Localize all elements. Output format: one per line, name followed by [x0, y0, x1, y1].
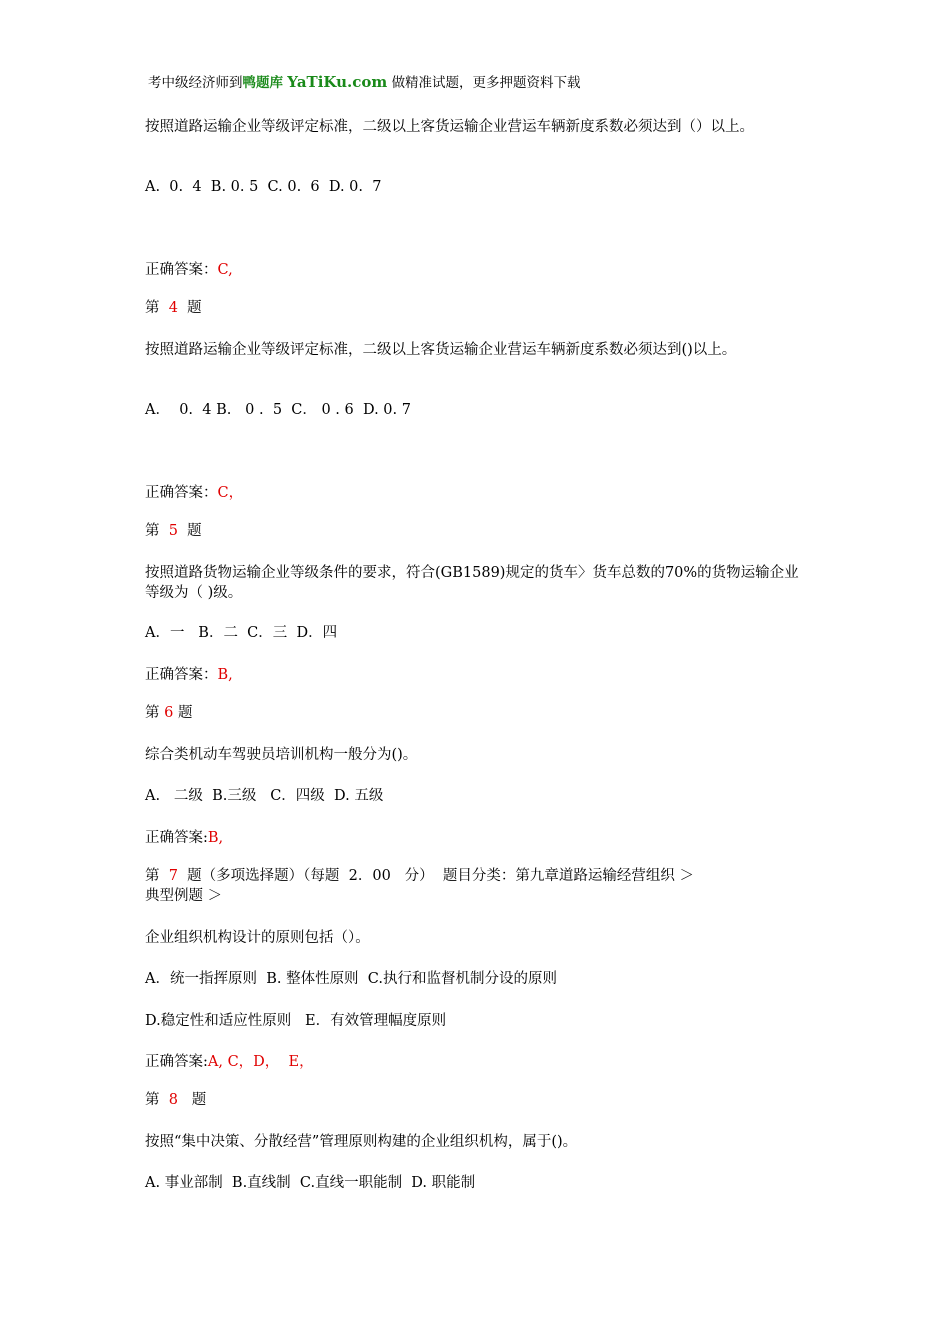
header-suffix: 做精准试题，更多押题资料下载: [391, 75, 581, 91]
q5-options: A．一 B．二 C．三 D．四: [145, 625, 338, 641]
q5-title-pre: 第: [145, 523, 169, 539]
page-header: [148, 72, 581, 93]
q7-stem: 企业组织机构设计的原则包括（）。: [145, 930, 370, 946]
q5-number: 5: [168, 523, 178, 539]
q8-stem: 按照“集中决策、分散经营”管理原则构建的企业组织机构，属于()。: [145, 1134, 578, 1150]
q7-options-line1: A．统一指挥原则 B. 整体性原则 C.执行和监督机制分设的原则: [145, 971, 557, 987]
q7-options-line2: D.稳定性和适应性原则 E．有效管理幅度原则: [145, 1013, 447, 1029]
q6-options: A. 二级 B.三级 C．四级 D. 五级: [145, 788, 384, 804]
q7-answer-label: 正确答案:: [145, 1054, 208, 1070]
q4-title-post: 题: [177, 300, 202, 316]
header-site: YaTiKu.com: [287, 73, 388, 91]
q8-options: A. 事业部制 B.直线制 C.直线一职能制 D. 职能制: [145, 1175, 476, 1191]
q7-title-pre: 第: [145, 868, 169, 884]
q5-title: [145, 521, 202, 541]
q6-answer-label: 正确答案:: [145, 830, 208, 846]
q6-answer: [145, 828, 223, 848]
q3-stem: 按照道路运输企业等级评定标准，二级以上客货运输企业营运车辆新度系数必须达到（）以上。: [145, 119, 754, 135]
q6-answer-value: B,: [207, 830, 224, 846]
q4-number: 4: [168, 300, 178, 316]
q8-title-post: 题: [177, 1092, 207, 1108]
q5-answer: [145, 665, 233, 685]
q3-answer: [145, 260, 233, 280]
q4-options: A． 0. 4 B. 0 . 5 C． 0 . 6 D. 0. 7: [145, 402, 411, 418]
q5-answer-label: 正确答案：: [145, 667, 218, 683]
q5-answer-value: B,: [217, 667, 233, 683]
q6-stem: 综合类机动车驾驶员培训机构一般分为()。: [145, 747, 418, 763]
header-prefix: 考中级经济师到: [148, 75, 243, 91]
q4-answer-value: C，: [217, 485, 244, 501]
q5-stem: 按照道路货物运输企业等级条件的要求，符合(GB1589)规定的货车〉货车总数的70%的货物运输企业等级为（ )级。: [145, 565, 799, 601]
q7-title: [145, 866, 694, 886]
q4-stem: 按照道路运输企业等级评定标准，二级以上客货运输企业营运车辆新度系数必须达到()以上。: [145, 342, 737, 358]
q7-title-line2: 典型例题 ＞: [145, 888, 223, 904]
q3-answer-value: C,: [217, 262, 233, 278]
q7-number: 7: [168, 868, 178, 884]
q3-answer-label: 正确答案：: [145, 262, 218, 278]
q8-number: 8: [168, 1092, 178, 1108]
q4-title: [145, 298, 202, 318]
q3-options: A. 0. 4 B. 0. 5 C. 0. 6 D. 0. 7: [145, 179, 382, 195]
q6-title-pre: 第: [145, 705, 165, 721]
q4-answer: [145, 483, 243, 503]
q7-title-post: 题（多项选择题）（每题 2．00 分） 题目分类：第九章道路运输经营组织 ＞: [177, 868, 694, 884]
q6-number: 6: [164, 705, 174, 721]
q8-title: [145, 1090, 206, 1110]
q4-title-pre: 第: [145, 300, 169, 316]
q6-title-post: 题: [173, 705, 193, 721]
header-brand: 鸭题库: [242, 75, 283, 91]
q6-title: [145, 703, 192, 723]
q8-title-pre: 第: [145, 1092, 169, 1108]
q5-title-post: 题: [177, 523, 202, 539]
q4-answer-label: 正确答案：: [145, 485, 218, 501]
q7-answer-value: A, C，D， E，: [207, 1054, 314, 1070]
q7-answer: [145, 1052, 314, 1072]
